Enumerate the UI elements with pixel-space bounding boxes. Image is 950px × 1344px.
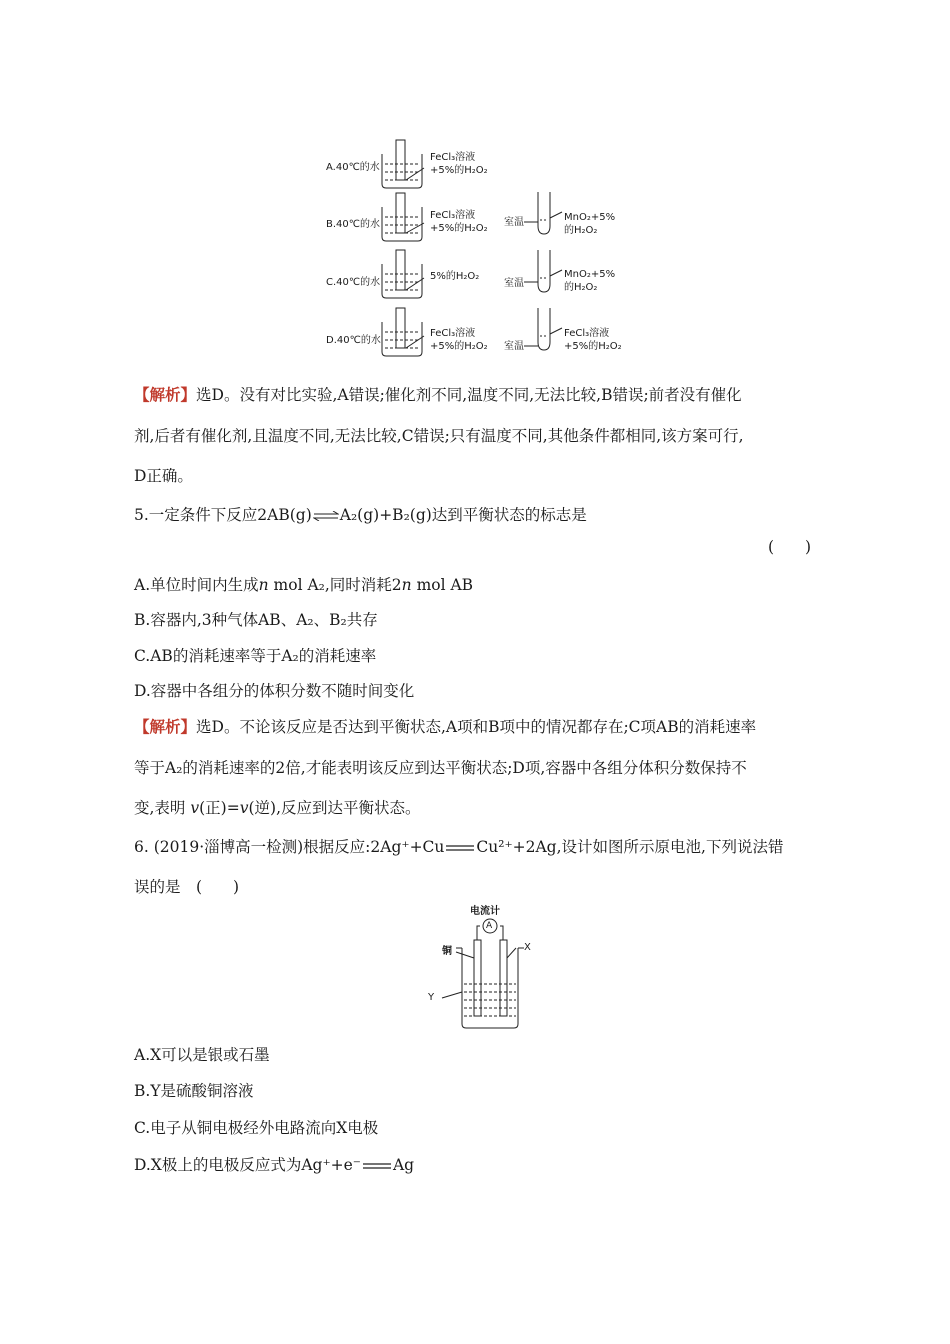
row-b-label: B.40℃的水	[326, 219, 380, 230]
row-b-solution-2: +5%的H₂O₂	[430, 223, 488, 234]
question-6-option-d: D.X极上的电极反应式为Ag⁺+e⁻ Ag	[134, 1156, 415, 1174]
beaker-c	[382, 250, 422, 298]
question-6-stem-line-2: 误的是 ( )	[134, 878, 240, 896]
analysis-5-line-3: 变,表明 v(正)=v(逆),反应到达平衡状态。	[134, 799, 421, 817]
question-5-option-a: A.单位时间内生成n mol A₂,同时消耗2n mol AB	[134, 576, 474, 594]
test-tube-d	[524, 308, 562, 350]
test-tube-b	[524, 192, 562, 234]
row-c-solution-1: 5%的H₂O₂	[430, 271, 480, 282]
question-6-option-a: A.X可以是银或石墨	[134, 1046, 270, 1064]
row-c-right-solution-2: 的H₂O₂	[564, 282, 598, 293]
reversible-arrow-icon	[313, 511, 339, 521]
copper-electrode-label: 铜	[442, 946, 452, 957]
ammeter-label: 电流计	[470, 906, 500, 917]
analysis-4-line-2: 剂,后者有催化剂,且温度不同,无法比较,C错误;只有温度不同,其他条件都相同,该方案可行,	[134, 427, 744, 445]
row-a-solution-2: +5%的H₂O₂	[430, 165, 488, 176]
row-b-solution-1: FeCl₃溶液	[430, 210, 476, 221]
test-tube-c	[524, 250, 562, 292]
cell-drawing	[420, 912, 550, 1034]
question-5-option-d: D.容器中各组分的体积分数不随时间变化	[134, 682, 415, 700]
row-c-room-temp: 室温	[504, 278, 524, 289]
row-b-right-solution-1: MnO₂+5%	[564, 212, 616, 223]
question-6-option-b: B.Y是硫酸铜溶液	[134, 1082, 254, 1100]
analysis-4-line-1: 【解析】选D。没有对比实验,A错误;催化剂不同,温度不同,无法比较,B错误;前者没有催化	[134, 385, 742, 404]
row-b-right-solution-2: 的H₂O₂	[564, 225, 598, 236]
beaker-b	[382, 193, 422, 241]
analysis-5-line-2: 等于A₂的消耗速率的2倍,才能表明该反应到达平衡状态;D项,容器中各组分体积分数保持不	[134, 759, 747, 777]
beaker-a	[382, 140, 422, 188]
y-solution-label: Y	[428, 992, 435, 1003]
question-6-option-c: C.电子从铜电极经外电路流向X电极	[134, 1119, 379, 1137]
equals-arrow-icon	[445, 844, 475, 852]
row-a-solution-1: FeCl₃溶液	[430, 152, 476, 163]
row-a-label: A.40℃的水	[326, 162, 380, 173]
beaker-d	[382, 308, 422, 356]
question-6-stem: 6. (2019·淄博高一检测)根据反应:2Ag⁺+Cu Cu²⁺+2Ag,设计如图所示原电池,下列说法错	[134, 838, 784, 856]
row-d-right-solution-1: FeCl₃溶液	[564, 328, 610, 339]
analysis-4-line-3: D正确。	[134, 467, 193, 485]
question-5-option-c: C.AB的消耗速率等于A₂的消耗速率	[134, 647, 377, 665]
ammeter-symbol: A	[486, 921, 493, 931]
x-electrode-label: X	[524, 942, 531, 953]
row-c-right-solution-1: MnO₂+5%	[564, 269, 616, 280]
row-d-label: D.40℃的水	[326, 335, 381, 346]
question-5-option-b: B.容器内,3种气体AB、A₂、B₂共存	[134, 611, 378, 629]
row-c-label: C.40℃的水	[326, 277, 381, 288]
experiment-figure	[320, 128, 630, 360]
row-d-room-temp: 室温	[504, 341, 524, 352]
galvanic-cell-figure	[420, 906, 550, 1034]
question-5-answer-blank: ( )	[768, 538, 812, 556]
question-5-stem: 5.一定条件下反应2AB(g) A₂(g)+B₂(g)达到平衡状态的标志是	[134, 506, 587, 524]
row-b-room-temp: 室温	[504, 217, 524, 228]
analysis-tag: 【解析】	[134, 385, 197, 404]
row-d-solution-2: +5%的H₂O₂	[430, 341, 488, 352]
analysis-5-line-1: 【解析】选D。不论该反应是否达到平衡状态,A项和B项中的情况都存在;C项AB的消耗速率	[134, 717, 757, 736]
row-d-solution-1: FeCl₃溶液	[430, 328, 476, 339]
row-d-right-solution-2: +5%的H₂O₂	[564, 341, 622, 352]
equals-arrow-icon	[362, 1162, 392, 1170]
analysis-tag: 【解析】	[134, 717, 197, 736]
